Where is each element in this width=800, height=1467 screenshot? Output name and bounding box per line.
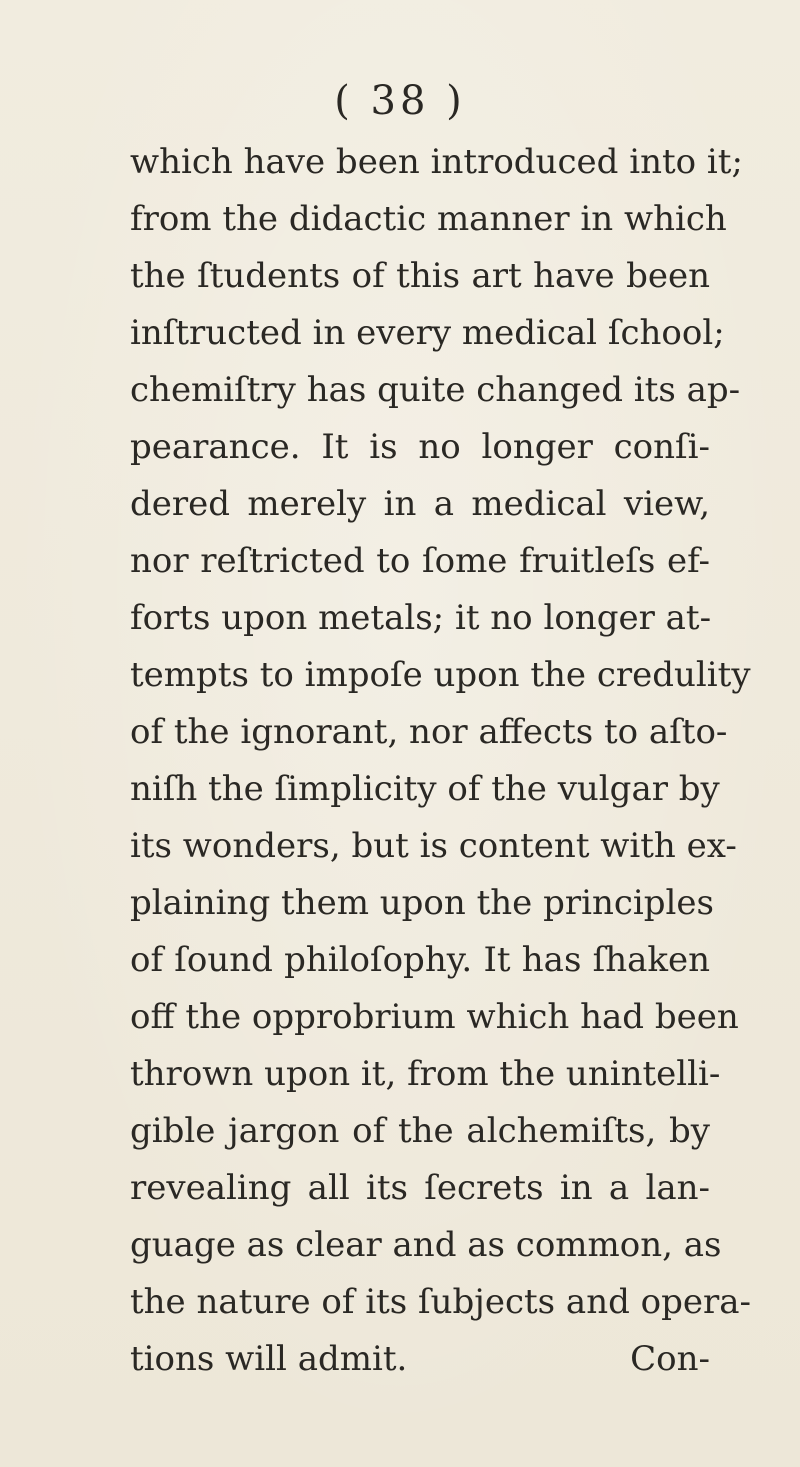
text-line: dered merely in a medical view,	[130, 484, 710, 524]
text-line: chemiſtry has quite changed its ap-	[130, 370, 741, 410]
text-line: plaining them upon the principles	[130, 883, 714, 923]
text-line: the nature of its ſubjects and opera-	[130, 1282, 752, 1322]
text-line: pearance. It is no longer conſi-	[130, 427, 710, 467]
page-number: ( 38 )	[334, 78, 466, 124]
text-line: off the opprobrium which had been	[130, 997, 739, 1037]
catchword: Con-	[630, 1339, 710, 1379]
text-line: from the didactic manner in which	[130, 199, 727, 239]
text-line: forts upon metals; it no longer at-	[130, 598, 712, 638]
text-line: of ſound philoſophy. It has ſhaken	[130, 940, 710, 980]
text-line: gible jargon of the alchemiſts, by	[130, 1111, 710, 1151]
text-line: inſtructed in every medical ſchool;	[130, 313, 725, 353]
text-line: guage as clear and as common, as	[130, 1225, 722, 1265]
text-line: revealing all its ſecrets in a lan-	[130, 1168, 710, 1208]
text-line: tempts to impoſe upon the credulity	[130, 655, 751, 695]
text-line: which have been introduced into it;	[130, 142, 743, 182]
text-line: niſh the ſimplicity of the vulgar by	[130, 769, 720, 809]
text-line: nor reſtricted to ſome fruitleſs ef-	[130, 541, 710, 581]
text-line: tions will admit.	[130, 1339, 408, 1379]
text-line: the ſtudents of this art have been	[130, 256, 710, 296]
text-line: its wonders, but is content with ex-	[130, 826, 737, 866]
last-text-line	[130, 1337, 710, 1381]
text-line: of the ignorant, nor affects to aſto-	[130, 712, 728, 752]
text-line: thrown upon it, from the unintelli-	[130, 1054, 721, 1094]
